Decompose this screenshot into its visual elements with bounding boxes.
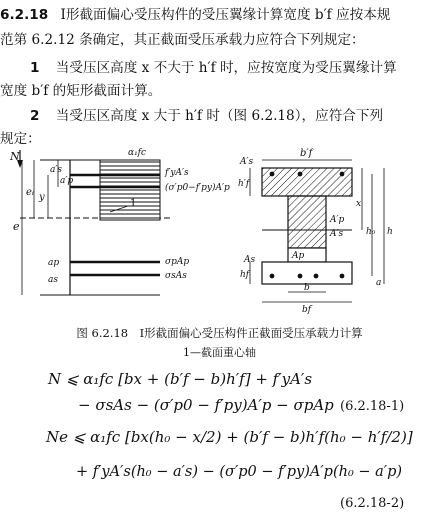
label-As: As [244, 255, 256, 265]
equation-1-number: (6.2.18-1) [340, 399, 405, 414]
label-bf: bf [302, 305, 312, 315]
label-sigmapAp: σpAp [165, 257, 190, 267]
label-y: y [39, 192, 45, 203]
label-Ap-top: A′p [330, 215, 345, 225]
label-b: b [304, 283, 310, 293]
label-a-s-top: a′s [50, 165, 63, 175]
label-sigmaAp: (σ′p0−f′py)A′p [165, 183, 230, 193]
label-bf-top: b′f [300, 148, 313, 159]
equation-2-line-1: Ne ⩽ α₁fc [bx(h₀ − x/2) + (b′f − b)h′f(h₀ − h′f/2)] [46, 428, 413, 446]
label-As-top2: A′s [330, 229, 344, 239]
label-Ap: Ap [292, 251, 305, 261]
label-alpha1fc: α₁fc [128, 148, 147, 158]
web-compression-zone [288, 196, 326, 248]
label-As-top: A′s [240, 157, 254, 167]
item-2-number: 2 [30, 108, 40, 124]
item-2-line-2: 规定： [0, 131, 41, 147]
label-hf-top: h′f [238, 179, 250, 189]
label-h0: h₀ [366, 227, 376, 237]
figure-legend: 1—截面重心轴 [183, 346, 256, 359]
top-flange [262, 168, 352, 196]
bottom-flange [262, 262, 352, 284]
section-text-line-2: 范第 6.2.12 条确定，其正截面受压承载力应符合下列规定： [0, 32, 365, 48]
item-1-line-1: 当受压区高度 x 不大于 h′f 时，应按宽度为受压翼缘计算 [55, 60, 397, 76]
label-a-p-top: a′p [60, 176, 74, 186]
figure-caption: 图 6.2.18 I形截面偏心受压构件正截面受压承载力计算 [76, 326, 363, 340]
label-x: x [356, 199, 362, 209]
equation-2-line-2: + f′yA′s(h₀ − a′s) − (σ′p0 − f′py)A′p(h₀ − a′p) [76, 464, 403, 480]
section-text-line-1: I形截面偏心受压构件的受压翼缘计算宽度 b′f 应按本规 [60, 7, 391, 23]
item-1-number: 1 [30, 60, 40, 76]
equation-2-number: (6.2.18-2) [340, 496, 405, 511]
label-ap: ap [48, 258, 60, 268]
label-hf: hf [240, 270, 250, 280]
equation-1-line-1: N ⩽ α₁fc [bx + (b′f − b)h′f] + f′yA′s [48, 370, 313, 388]
section-number: 6.2.18 [0, 7, 49, 23]
label-sigmasAs: σsAs [165, 271, 187, 281]
label-marker-1: 1 [130, 198, 137, 209]
label-h: h [387, 227, 393, 237]
item-2-line-1: 当受压区高度 x 大于 h′f 时（图 6.2.18），应符合下列 [55, 108, 384, 124]
label-fyAs: f′yA′s [165, 168, 189, 178]
label-e: e [13, 220, 20, 233]
label-ei: eᵢ [26, 187, 34, 198]
label-as: as [48, 275, 58, 285]
equation-1-line-2: − σsAs − (σ′p0 − f′py)A′p − σpAp [78, 396, 334, 414]
label-N: N [10, 150, 20, 163]
label-a: a [376, 278, 382, 288]
item-1-line-2: 宽度 b′f 的矩形截面计算。 [0, 83, 162, 99]
